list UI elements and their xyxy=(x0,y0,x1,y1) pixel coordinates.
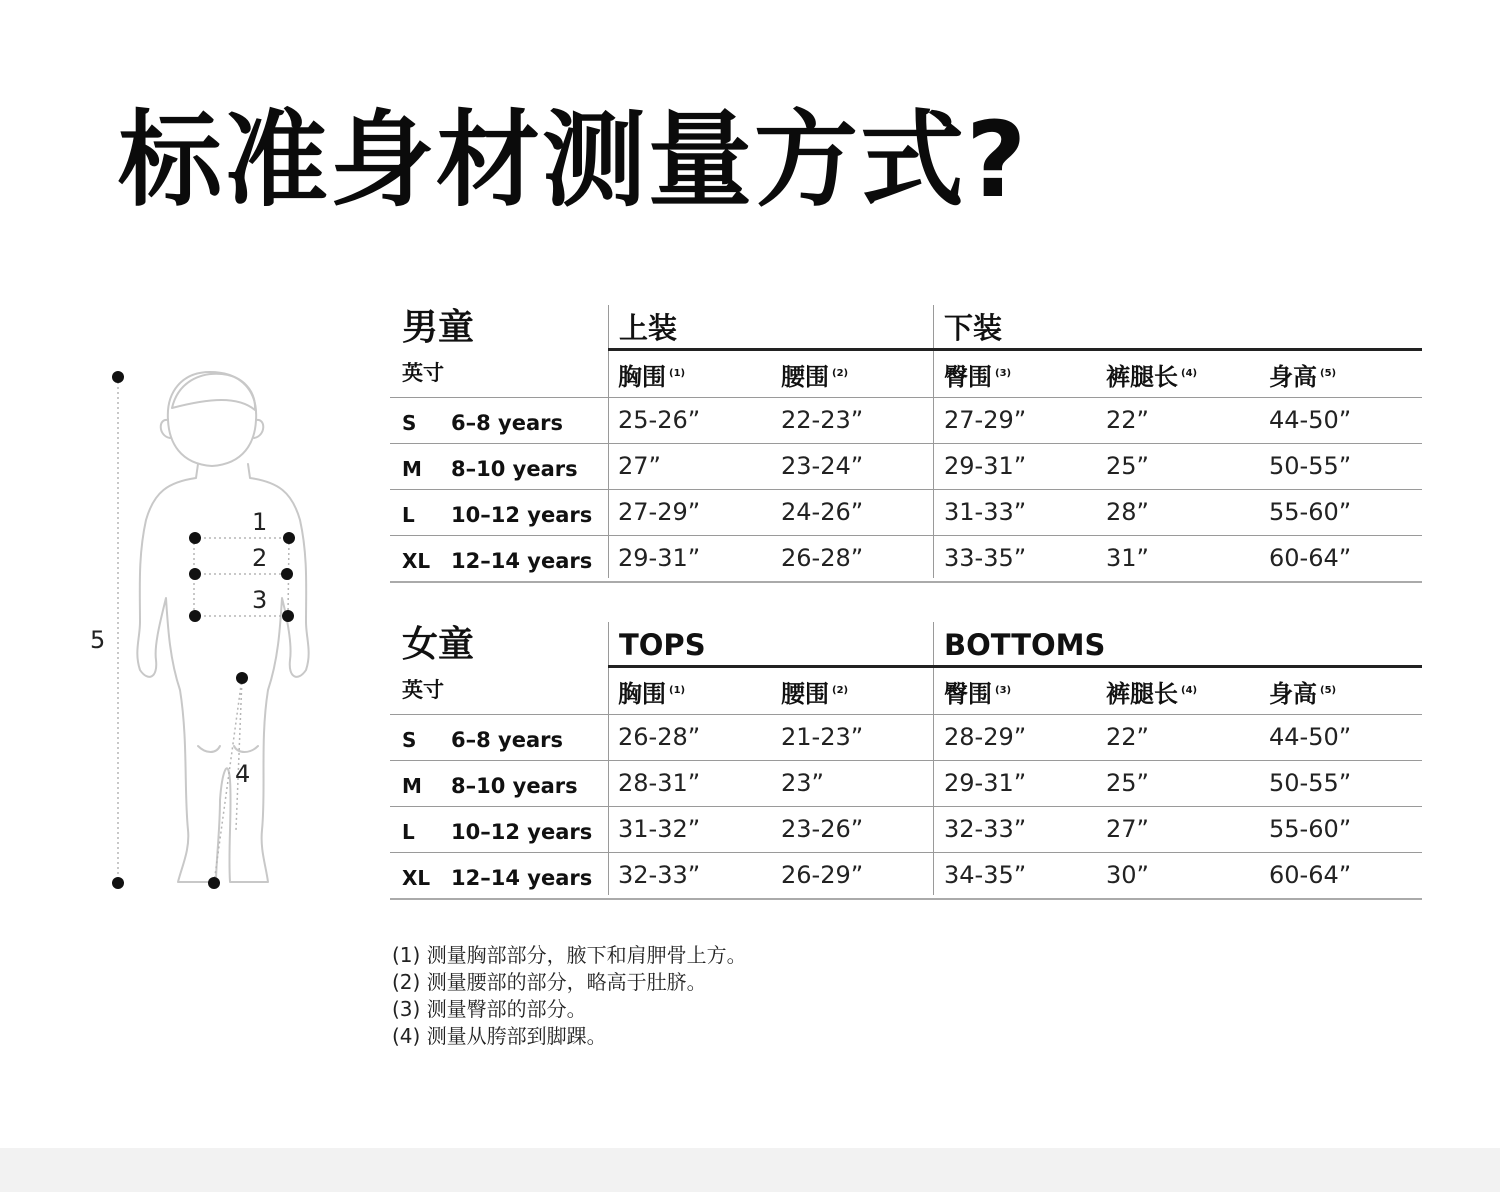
boys-size-table xyxy=(390,305,1422,583)
cell-height: 50-55” xyxy=(1269,769,1352,797)
group-header-row xyxy=(390,305,1422,351)
page-title: 标准身材测量方式? xyxy=(118,99,1029,221)
age-range: 8–10 years xyxy=(451,457,578,481)
size-label: XL xyxy=(402,549,431,573)
size-label: S xyxy=(402,728,417,752)
cell-waist: 23” xyxy=(781,769,824,797)
age-range: 12–14 years xyxy=(451,549,593,573)
size-label: S xyxy=(402,411,417,435)
cell-inseam: 28” xyxy=(1106,498,1149,526)
age-range: 6–8 years xyxy=(451,728,563,752)
table-row xyxy=(390,398,1422,444)
footer-band xyxy=(0,1148,1500,1192)
cell-chest: 29-31” xyxy=(618,544,701,572)
group-header-row xyxy=(390,622,1422,668)
cell-chest: 26-28” xyxy=(618,723,701,751)
col-header-waist: 腰围 $^{(2)}$ xyxy=(781,363,849,391)
column-header-row xyxy=(390,668,1422,715)
age-range: 8–10 years xyxy=(451,774,578,798)
cell-hip: 34-35” xyxy=(944,861,1027,889)
col-header-hip: 臀围 $^{(3)}$ xyxy=(944,363,1012,391)
chest-right-point xyxy=(283,532,295,544)
cell-waist: 26-28” xyxy=(781,544,864,572)
measurement-notes xyxy=(392,942,747,1050)
cell-chest: 27” xyxy=(618,452,661,480)
col-header-height: 身高 $^{(5)}$ xyxy=(1269,680,1337,708)
column-header-row xyxy=(390,351,1422,398)
note-item: (1) 测量胸部部分，腋下和肩胛骨上方。 xyxy=(392,943,747,967)
size-label: L xyxy=(402,820,415,844)
cell-height: 44-50” xyxy=(1269,723,1352,751)
section-bottoms: BOTTOMS xyxy=(944,628,1106,662)
cell-height: 55-60” xyxy=(1269,815,1352,843)
measure-label-1: 1 xyxy=(252,508,268,536)
col-header-height: 身高 $^{(5)}$ xyxy=(1269,363,1337,391)
cell-hip: 29-31” xyxy=(944,452,1027,480)
measure-label-4: 4 xyxy=(235,760,251,788)
cell-hip: 28-29” xyxy=(944,723,1027,751)
age-range: 10–12 years xyxy=(451,503,593,527)
table-row xyxy=(390,536,1422,583)
height-top-point xyxy=(112,371,124,383)
crotch-point xyxy=(236,672,248,684)
cell-waist: 24-26” xyxy=(781,498,864,526)
table-row xyxy=(390,715,1422,761)
table-row xyxy=(390,490,1422,536)
group-title: 女童 xyxy=(402,624,475,665)
note-item: (3) 测量臀部的部分。 xyxy=(392,997,587,1021)
cell-waist: 26-29” xyxy=(781,861,864,889)
col-header-hip: 臀围 $^{(3)}$ xyxy=(944,680,1012,708)
cell-inseam: 31” xyxy=(1106,544,1149,572)
cell-hip: 33-35” xyxy=(944,544,1027,572)
age-range: 6–8 years xyxy=(451,411,563,435)
unit-label: 英寸 xyxy=(402,361,444,385)
cell-height: 55-60” xyxy=(1269,498,1352,526)
cell-inseam: 30” xyxy=(1106,861,1149,889)
group-title: 男童 xyxy=(402,307,475,348)
cell-height: 60-64” xyxy=(1269,544,1352,572)
note-item: (2) 测量腰部的部分，略高于肚脐。 xyxy=(392,970,707,994)
cell-chest: 32-33” xyxy=(618,861,701,889)
cell-hip: 29-31” xyxy=(944,769,1027,797)
cell-height: 60-64” xyxy=(1269,861,1352,889)
cell-hip: 32-33” xyxy=(944,815,1027,843)
size-label: M xyxy=(402,457,422,481)
height-bottom-point xyxy=(112,877,124,889)
measure-label-2: 2 xyxy=(252,544,268,572)
cell-inseam: 25” xyxy=(1106,769,1149,797)
hip-right-point xyxy=(282,610,294,622)
body-measurement-figure xyxy=(70,360,370,904)
hip-left-point xyxy=(189,610,201,622)
cell-chest: 27-29” xyxy=(618,498,701,526)
child-outline-illustration xyxy=(70,360,370,900)
note-item: (4) 测量从胯部到脚踝。 xyxy=(392,1024,607,1048)
measure-label-5: 5 xyxy=(90,626,106,654)
unit-label: 英寸 xyxy=(402,678,444,702)
cell-chest: 28-31” xyxy=(618,769,701,797)
col-header-chest: 胸围 $^{(1)}$ xyxy=(618,363,686,391)
col-header-chest: 胸围 $^{(1)}$ xyxy=(618,680,686,708)
chest-left-point xyxy=(189,532,201,544)
table-row xyxy=(390,444,1422,490)
table-row xyxy=(390,853,1422,900)
cell-waist: 22-23” xyxy=(781,406,864,434)
waist-right-point xyxy=(281,568,293,580)
cell-waist: 23-24” xyxy=(781,452,864,480)
col-header-inseam: 裤腿长 $^{(4)}$ xyxy=(1106,363,1198,391)
girls-size-table xyxy=(390,622,1422,900)
size-label: M xyxy=(402,774,422,798)
cell-inseam: 22” xyxy=(1106,406,1149,434)
col-header-waist: 腰围 $^{(2)}$ xyxy=(781,680,849,708)
measure-label-3: 3 xyxy=(252,586,268,614)
age-range: 12–14 years xyxy=(451,866,593,890)
section-tops: 上装 xyxy=(619,311,678,345)
table-row xyxy=(390,807,1422,853)
cell-height: 44-50” xyxy=(1269,406,1352,434)
col-header-inseam: 裤腿长 $^{(4)}$ xyxy=(1106,680,1198,708)
waist-left-point xyxy=(189,568,201,580)
cell-inseam: 22” xyxy=(1106,723,1149,751)
cell-inseam: 25” xyxy=(1106,452,1149,480)
size-label: L xyxy=(402,503,415,527)
cell-chest: 25-26” xyxy=(618,406,701,434)
age-range: 10–12 years xyxy=(451,820,593,844)
section-tops: TOPS xyxy=(619,628,706,662)
cell-height: 50-55” xyxy=(1269,452,1352,480)
table-row xyxy=(390,761,1422,807)
size-label: XL xyxy=(402,866,431,890)
section-bottoms: 下装 xyxy=(944,311,1003,345)
cell-chest: 31-32” xyxy=(618,815,701,843)
cell-inseam: 27” xyxy=(1106,815,1149,843)
ankle-point xyxy=(208,877,220,889)
cell-hip: 31-33” xyxy=(944,498,1027,526)
cell-waist: 23-26” xyxy=(781,815,864,843)
cell-waist: 21-23” xyxy=(781,723,864,751)
cell-hip: 27-29” xyxy=(944,406,1027,434)
